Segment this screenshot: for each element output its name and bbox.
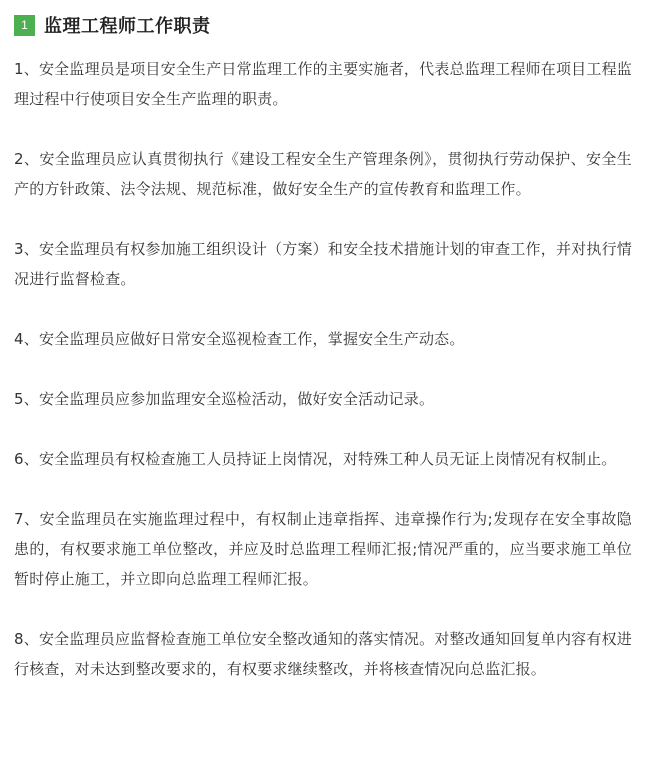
duty-item-1: 1、安全监理员是项目安全生产日常监理工作的主要实施者，代表总监理工程师在项目工程监理过程中行使项目安全生产监理的职责。 xyxy=(14,60,632,108)
duty-item-6: 6、安全监理员有权检查施工人员持证上岗情况，对特殊工种人员无证上岗情况有权制止。 xyxy=(14,450,617,468)
duty-item-3: 3、安全监理员有权参加施工组织设计（方案）和安全技术措施计划的审查工作，并对执行情况进行监督检查。 xyxy=(14,240,632,288)
section-header xyxy=(14,10,632,40)
section-title: 监理工程师工作职责 xyxy=(44,16,211,37)
duty-item-7: 7、安全监理员在实施监理过程中，有权制止违章指挥、违章操作行为;发现存在安全事故隐患的，有权要求施工单位整改，并应及时总监理工程师汇报;情况严重的，应当要求施工单位暂时停止施工，并立即向总监理工程师汇报。 xyxy=(14,510,632,588)
duty-item-4: 4、安全监理员应做好日常安全巡视检查工作，掌握安全生产动态。 xyxy=(14,330,465,348)
duty-item-2: 2、安全监理员应认真贯彻执行《建设工程安全生产管理条例》，贯彻执行劳动保护、安全生产的方针政策、法令法规、规范标准，做好安全生产的宣传教育和监理工作。 xyxy=(14,150,632,198)
section-number-badge: 1 xyxy=(14,15,35,36)
duty-item-5: 5、安全监理员应参加监理安全巡检活动，做好安全活动记录。 xyxy=(14,390,435,408)
duty-item-8: 8、安全监理员应监督检查施工单位安全整改通知的落实情况。对整改通知回复单内容有权进行核查，对未达到整改要求的，有权要求继续整改，并将核查情况向总监汇报。 xyxy=(14,630,632,678)
